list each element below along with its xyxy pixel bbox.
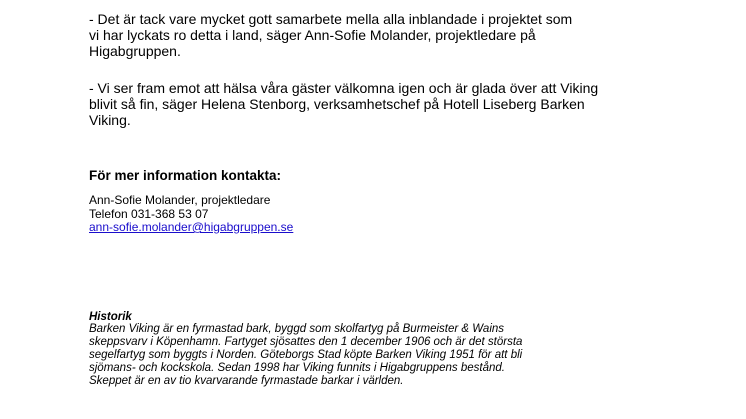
text-line: segelfartyg som byggts i Norden. Göteborgs Stad köpte Barken Viking 1951 för att bli bbox=[89, 349, 523, 361]
contact-heading: För mer information kontakta: bbox=[89, 168, 282, 183]
quote-paragraph-molander bbox=[89, 11, 649, 59]
text-line: Viking. bbox=[89, 112, 131, 128]
text-line: - Det är tack vare mycket gott samarbete mella alla inblandade i projektet som bbox=[89, 11, 573, 27]
contact-block bbox=[89, 194, 293, 235]
contact-phone: Telefon 031-368 53 07 bbox=[89, 206, 209, 221]
text-line: - Vi ser fram emot att hälsa våra gäster välkomna igen och är glada över att Viking bbox=[89, 80, 599, 96]
contact-email-link[interactable]: ann-sofie.molander@higabgruppen.se bbox=[89, 220, 294, 234]
history-paragraph bbox=[89, 323, 522, 388]
quote-paragraph-stenborg bbox=[89, 80, 649, 128]
text-line: skeppsvarv i Köpenhamn. Fartyget sjösattes den 1 december 1906 och är det största bbox=[89, 336, 523, 348]
text-line: vi har lyckats ro detta i land, säger Ann-Sofie Molander, projektledare på bbox=[89, 27, 536, 43]
text-line: sjömans- och kockskola. Sedan 1998 har Viking funnits i Higabgruppens bestånd. bbox=[89, 362, 505, 374]
history-title: Historik bbox=[89, 311, 132, 323]
text-line: Higabgruppen. bbox=[89, 43, 181, 59]
text-line: blivit så fin, säger Helena Stenborg, verksamhetschef på Hotell Liseberg Barken bbox=[89, 96, 585, 112]
text-line: Barken Viking är en fyrmastad bark, byggd som skolfartyg på Burmeister & Wains bbox=[89, 323, 505, 335]
text-line: Skeppet är en av tio kvarvarande fyrmastade barkar i världen. bbox=[89, 375, 404, 387]
contact-name: Ann-Sofie Molander, projektledare bbox=[89, 193, 271, 207]
